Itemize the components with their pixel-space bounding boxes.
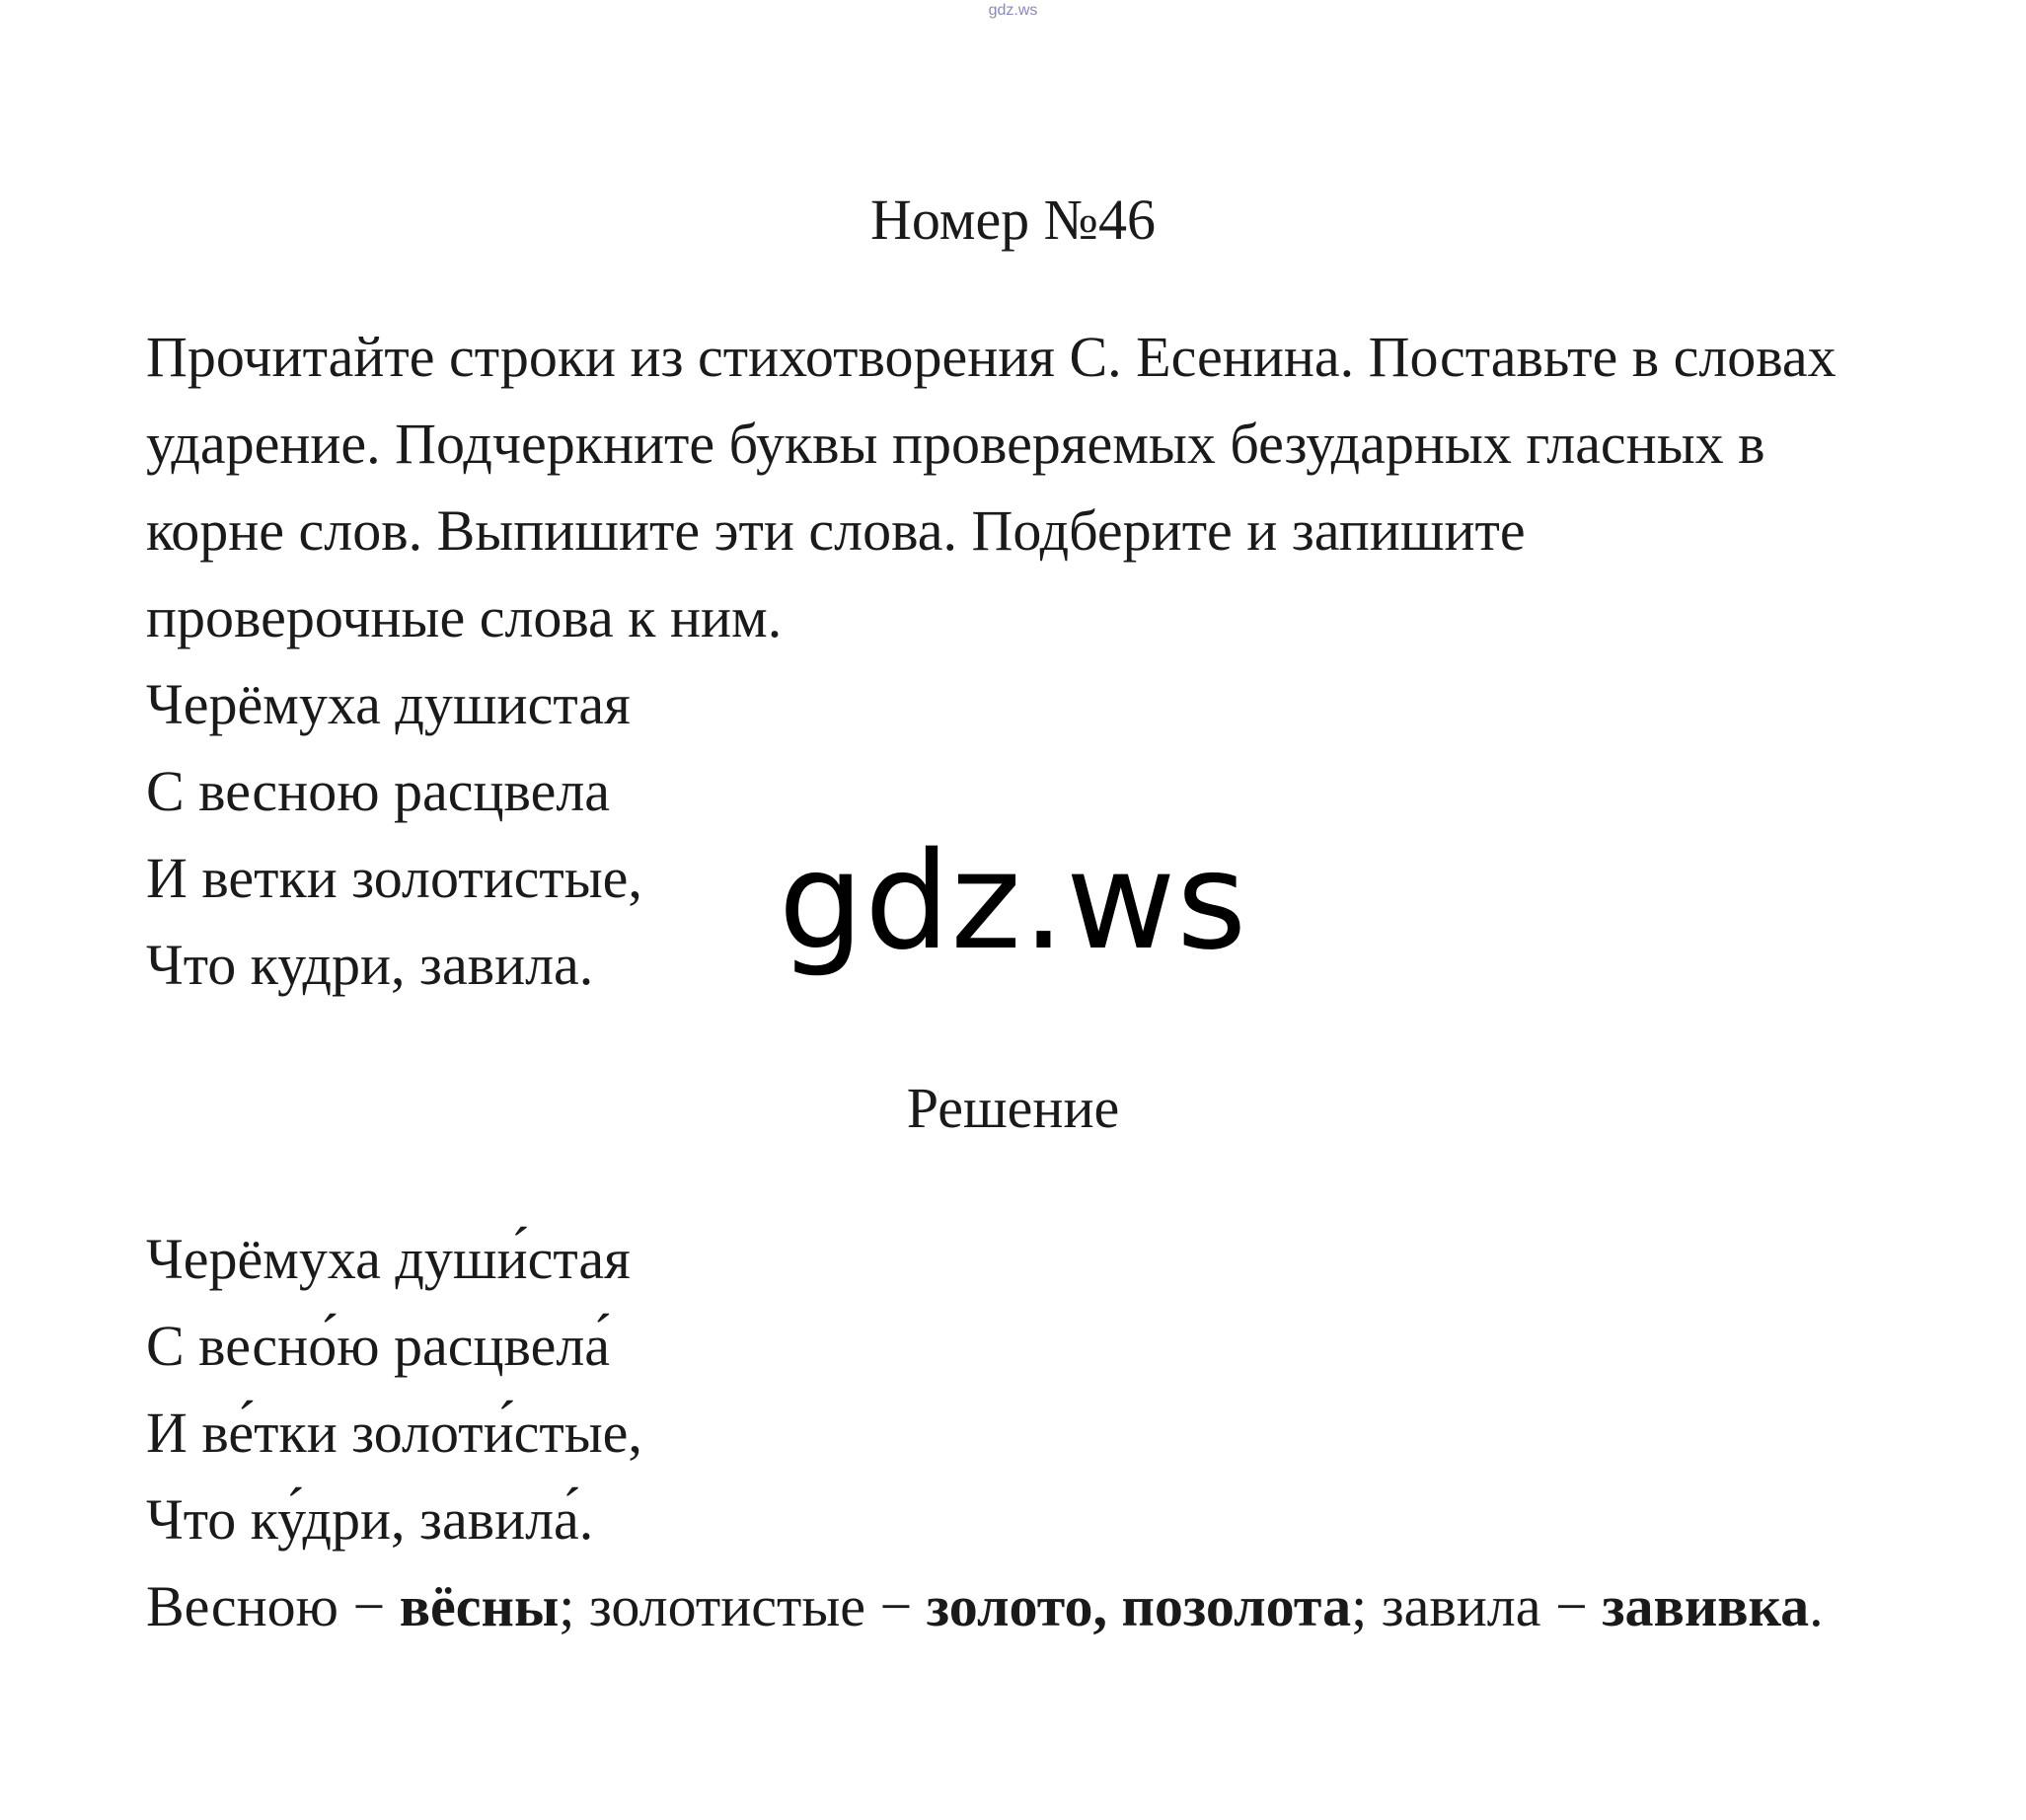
check-word-1: вёсны: [399, 1574, 560, 1638]
answer-poem: [146, 1216, 1922, 1650]
check-words-line: [146, 1563, 1922, 1650]
task-line: корне слов. Выпишите эти слова. Подберите и запишите: [146, 498, 1526, 563]
separator: ;: [1351, 1574, 1382, 1638]
dash: −: [1540, 1574, 1603, 1638]
poem-line: Черёмуха душистая: [146, 672, 631, 736]
end-period: .: [1809, 1574, 1824, 1638]
task-line: ударение. Подчеркните буквы проверяемых безударных гласных в: [146, 412, 1765, 476]
word-2: золотистые: [588, 1574, 866, 1638]
poem-line: И ветки золотистые,: [146, 846, 642, 910]
task-title: Номер №46: [869, 188, 1157, 252]
top-watermark: gdz.ws: [988, 2, 1038, 19]
check-word-3: завивка: [1602, 1574, 1810, 1638]
word-3: завила: [1381, 1574, 1541, 1638]
solution-title: Решение: [906, 1076, 1120, 1140]
answer-poem-line: С весно́ю расцвела́: [146, 1314, 611, 1378]
separator: ;: [559, 1574, 589, 1638]
dash: −: [865, 1574, 927, 1638]
answer-poem-line: Черёмуха души́стая: [146, 1227, 631, 1291]
center-watermark: gdz.ws: [778, 824, 1248, 980]
answer-poem-line: И ве́тки золоти́стые,: [146, 1401, 642, 1465]
answer-poem-line: Что ку́дри, завила́.: [146, 1487, 594, 1552]
word-1: Весною: [146, 1574, 338, 1638]
task-line: проверочные слова к ним.: [146, 585, 783, 649]
poem-line: С весною расцвела: [146, 759, 611, 823]
task-text: [146, 314, 1922, 661]
check-word-2: золото, позолота: [926, 1574, 1352, 1638]
task-line: Прочитайте строки из стихотворения С. Есенина. Поставьте в словах: [146, 325, 1837, 389]
dash: −: [338, 1574, 400, 1638]
poem-line: Что кудри, завила.: [146, 933, 594, 997]
